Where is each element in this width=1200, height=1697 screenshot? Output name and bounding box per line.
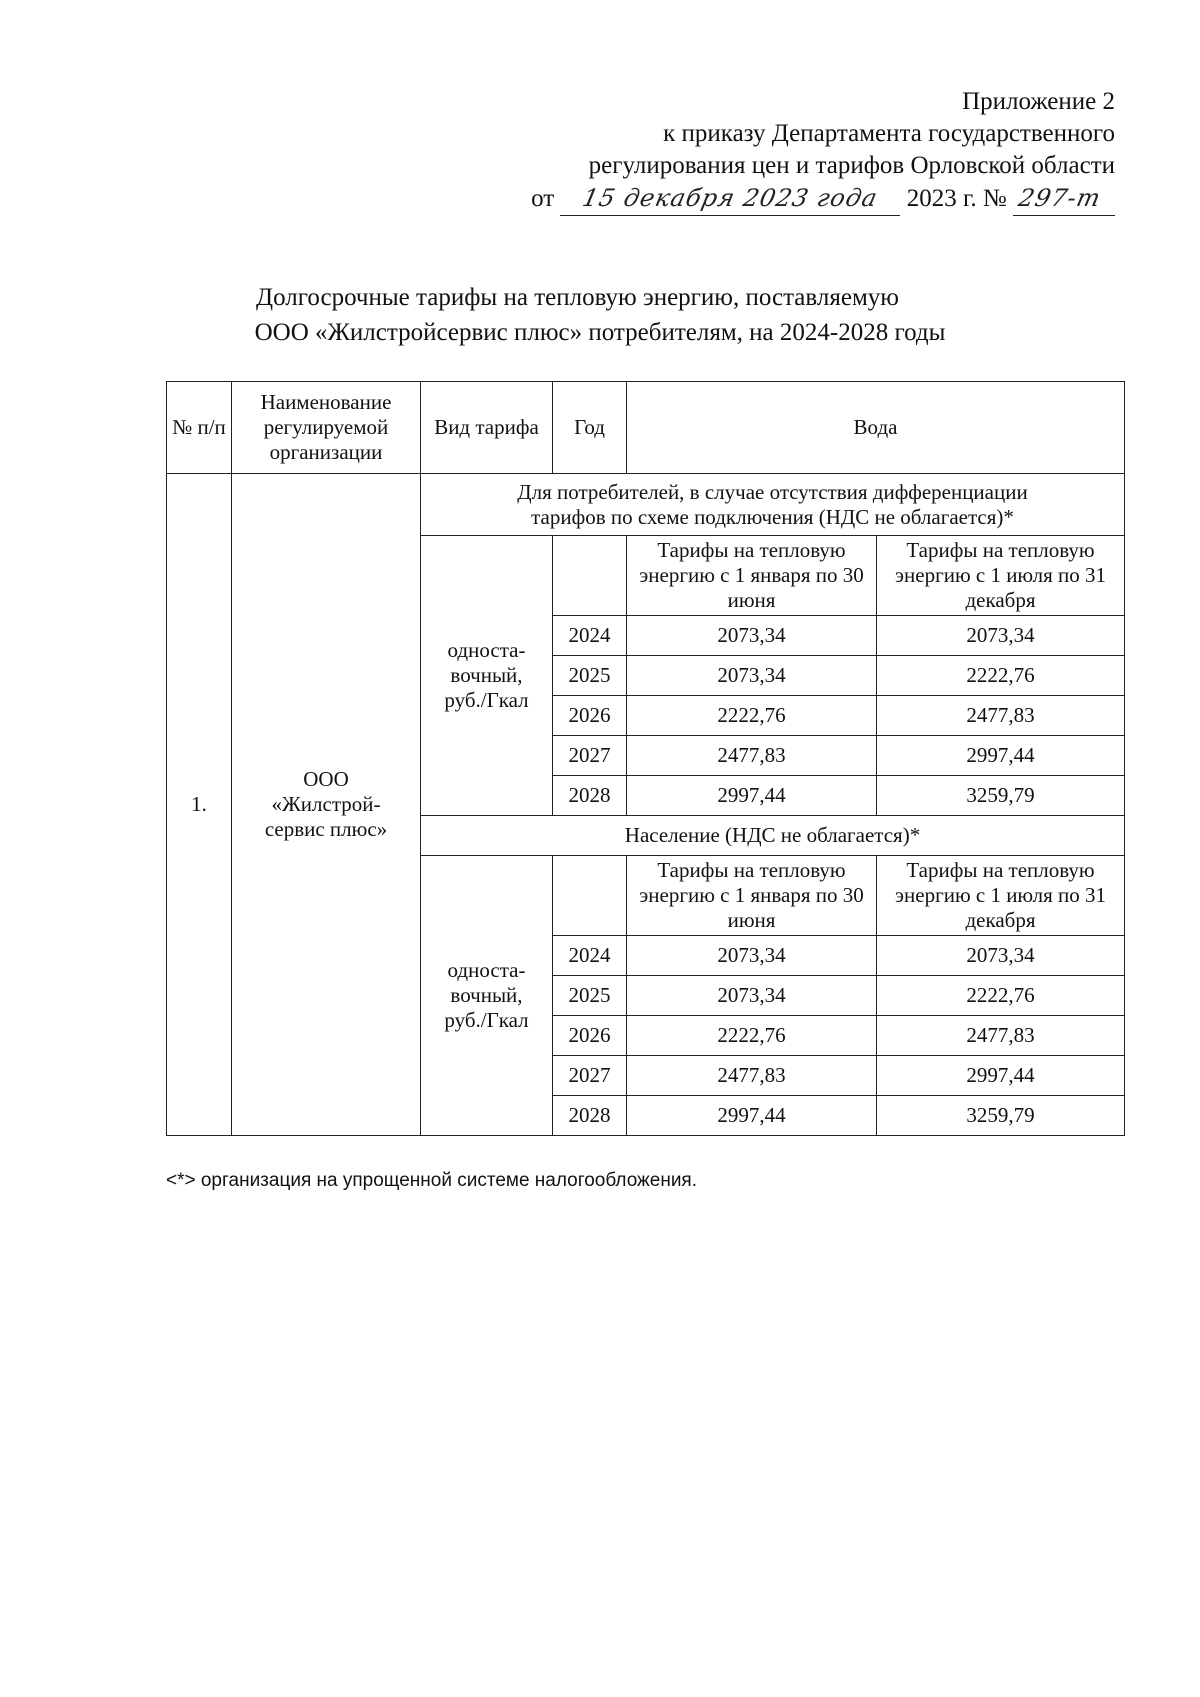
year-cell: 2027	[553, 736, 627, 776]
year-cell: 2025	[553, 656, 627, 696]
handwritten-number: 297-т	[1016, 184, 1104, 212]
tariff-h2-cell: 2477,83	[877, 696, 1125, 736]
appendix-block	[531, 86, 1115, 216]
year-cell: 2024	[553, 616, 627, 656]
year-cell: 2026	[553, 696, 627, 736]
appendix-department-line: регулирования цен и тарифов Орловской области	[588, 152, 1115, 179]
section-2-col-second-half: Тарифы на тепловую энергию с 1 июля по 31 декабря	[877, 856, 1125, 936]
section-1-title-line-1: Для потребителей, в случае отсутствия дифференциации	[517, 479, 1028, 504]
org-name-line-1: ООО	[303, 767, 349, 791]
section-1-title	[421, 474, 1125, 536]
year-cell: 2028	[553, 776, 627, 816]
tariff-type-line: вочный,	[450, 663, 523, 687]
table-header-row	[167, 382, 1125, 474]
header-tariff-type: Вид тарифа	[421, 382, 553, 474]
org-name-line-3: сервис плюс»	[264, 817, 388, 841]
header-num: № п/п	[167, 382, 232, 474]
tariff-h2-cell: 2222,76	[877, 656, 1125, 696]
tariff-h2-cell: 2073,34	[877, 616, 1125, 656]
section-2-col-first-half: Тарифы на тепловую энергию с 1 января по 30 июня	[627, 856, 877, 936]
appendix-date-line	[531, 182, 1115, 216]
section-2-title: Население (НДС не облагается)*	[421, 816, 1125, 856]
tariff-h2-cell: 2222,76	[877, 976, 1125, 1016]
year-cell: 2026	[553, 1016, 627, 1056]
header-water: Вода	[627, 382, 1125, 474]
tariff-type-line: односта-	[447, 638, 526, 662]
year-cell: 2025	[553, 976, 627, 1016]
tariff-h1-cell: 2073,34	[627, 936, 877, 976]
appendix-order-line: к приказу Департамента государственного	[663, 120, 1115, 147]
handwritten-date-field	[560, 182, 900, 216]
section-1-title-line-2: тарифов по схеме подключения (НДС не облагается)*	[531, 504, 1014, 529]
year-cell: 2024	[553, 936, 627, 976]
tariff-h1-cell: 2073,34	[627, 656, 877, 696]
year-cell: 2028	[553, 1096, 627, 1136]
tariff-type-line: руб./Гкал	[444, 688, 529, 712]
tariff-h2-cell: 3259,79	[877, 776, 1125, 816]
tariff-h2-cell: 3259,79	[877, 1096, 1125, 1136]
tariff-h1-cell: 2222,76	[627, 696, 877, 736]
tariff-h1-cell: 2477,83	[627, 736, 877, 776]
section-1-tariff-type	[421, 536, 553, 816]
tariff-h1-cell: 2073,34	[627, 616, 877, 656]
section-1-title-row	[167, 474, 1125, 536]
row-number: 1.	[167, 474, 232, 1136]
tariff-type-line: вочный,	[450, 983, 523, 1007]
section-2-tariff-type	[421, 856, 553, 1136]
handwritten-date: 15 декабря 2023 года	[580, 184, 881, 212]
tariff-h1-cell: 2477,83	[627, 1056, 877, 1096]
tariff-h1-cell: 2997,44	[627, 1096, 877, 1136]
handwritten-number-field	[1013, 182, 1115, 216]
appendix-title: Приложение 2	[962, 88, 1115, 115]
title-line-1: Долгосрочные тарифы на тепловую энергию, поставляемую	[256, 284, 899, 311]
tariff-h2-cell: 2477,83	[877, 1016, 1125, 1056]
document-title	[0, 280, 1200, 350]
empty-year-header	[553, 536, 627, 616]
header-org: Наименование регулируемой организации	[232, 382, 421, 474]
header-year: Год	[553, 382, 627, 474]
org-name-cell	[232, 474, 421, 1136]
tariff-type-line: односта-	[447, 958, 526, 982]
from-label: от	[531, 185, 555, 212]
tariff-h1-cell: 2222,76	[627, 1016, 877, 1056]
tariffs-table	[166, 381, 1125, 1136]
tariff-h2-cell: 2073,34	[877, 936, 1125, 976]
tariff-type-line: руб./Гкал	[444, 1008, 529, 1032]
tariff-h1-cell: 2073,34	[627, 976, 877, 1016]
empty-year-header	[553, 856, 627, 936]
tariff-h2-cell: 2997,44	[877, 1056, 1125, 1096]
tariff-h1-cell: 2997,44	[627, 776, 877, 816]
footnote: <*> организация на упрощенной системе налогообложения.	[166, 1170, 697, 1191]
year-cell: 2027	[553, 1056, 627, 1096]
org-name-line-2: «Жилстрой-	[271, 792, 381, 816]
tariff-h2-cell: 2997,44	[877, 736, 1125, 776]
year-suffix: 2023 г. №	[906, 185, 1007, 212]
title-line-2: ООО «Жилстройсервис плюс» потребителям, на 2024-2028 годы	[254, 319, 946, 346]
section-1-col-second-half: Тарифы на тепловую энергию с 1 июля по 31 декабря	[877, 536, 1125, 616]
section-1-col-first-half: Тарифы на тепловую энергию с 1 января по 30 июня	[627, 536, 877, 616]
